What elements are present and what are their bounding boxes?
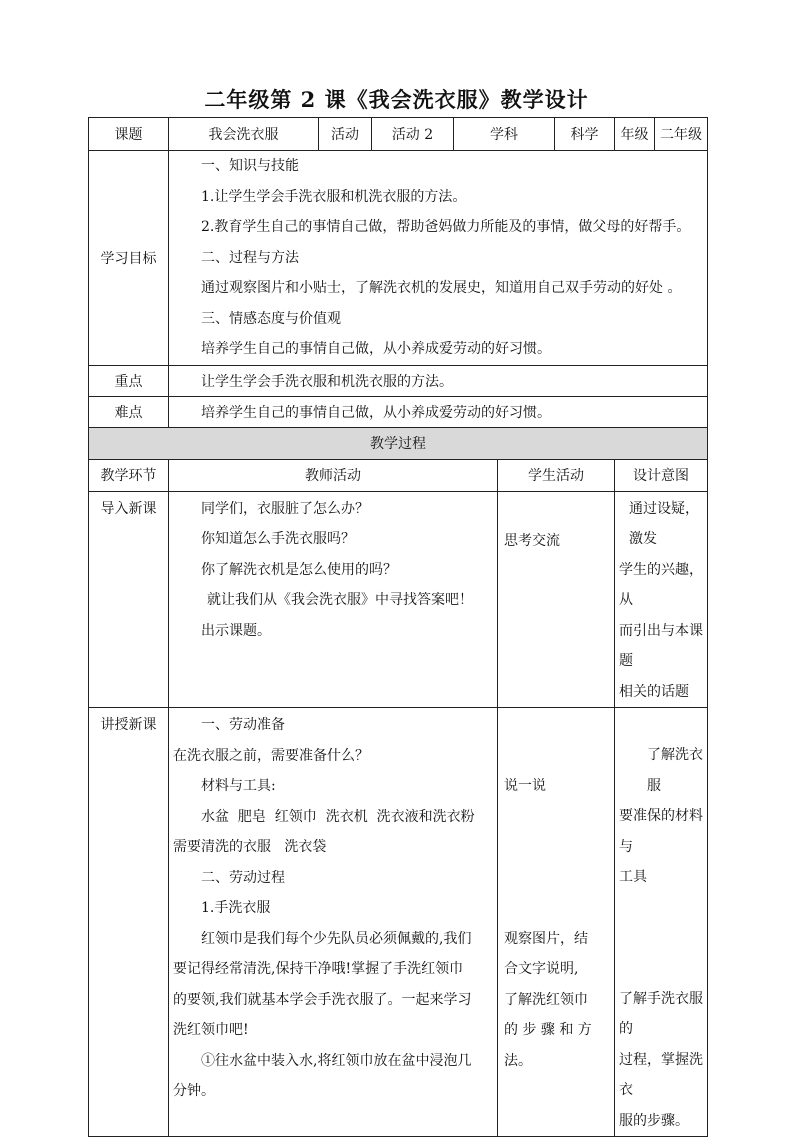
topic-value: 我会洗衣服 — [169, 118, 319, 151]
intro-teacher — [169, 491, 498, 708]
student-line: 观察图片，结 — [504, 930, 588, 947]
intro-stage: 导入新课 — [89, 491, 169, 708]
intro-student: 思考交流 — [498, 491, 615, 708]
process-header: 教学过程 — [89, 427, 708, 459]
lesson-stage: 讲授新课 — [89, 708, 169, 1137]
topic-label: 课题 — [89, 118, 169, 151]
objective-line: 培养学生自己的事情自己做，从小养成爱劳动的好习惯。 — [201, 341, 551, 357]
col-teacher: 教师活动 — [169, 459, 498, 491]
lesson-row — [89, 708, 708, 1137]
subject-label: 学科 — [454, 118, 555, 151]
teacher-line: 水盆 肥皂 红领巾 洗衣机 洗衣液和洗衣粉 — [201, 808, 475, 825]
student-line: 说一说 — [504, 778, 546, 794]
teacher-line: ①往水盆中装入水,将红领巾放在盆中浸泡几 — [201, 1052, 472, 1069]
objective-line: 一、知识与技能 — [201, 158, 299, 174]
intro-intent — [615, 491, 708, 708]
subject-value-cell — [555, 118, 615, 151]
teacher-line: 二、劳动过程 — [201, 869, 285, 886]
teacher-line: 分钟。 — [173, 1083, 215, 1099]
objective-line: 二、过程与方法 — [201, 249, 299, 266]
objective-line: 通过观察图片和小贴士，了解洗衣机的发展史，知道用自己双手劳动的好处 。 — [201, 280, 682, 296]
teacher-line: 洗红领巾吧! — [173, 1022, 249, 1038]
grade-cell — [615, 118, 708, 151]
lesson-teacher — [169, 708, 498, 1137]
difficulty-value: 培养学生自己的事情自己做，从小养成爱劳动的好习惯。 — [169, 396, 708, 427]
subject-value: 科学 — [570, 127, 599, 143]
objective-line: 三、情感态度与价值观 — [201, 310, 341, 327]
difficulty-row — [89, 396, 708, 427]
lesson-student — [498, 708, 615, 1137]
student-line: 法。 — [504, 1052, 532, 1069]
intent-line: 相关的话题 — [619, 683, 689, 700]
column-header-row — [89, 459, 708, 491]
teacher-line: 你了解洗衣机是怎么使用的吗？ — [201, 561, 397, 578]
intro-row — [89, 491, 708, 708]
teacher-line: 就让我们从《我会洗衣服》中寻找答案吧！ — [207, 592, 473, 608]
teacher-line: 的要领,我们就基本学会手洗衣服了。一起来学习 — [173, 991, 472, 1008]
key-point-label: 重点 — [89, 365, 169, 396]
col-intent: 设计意图 — [615, 459, 708, 491]
student-line: 了解洗红领巾 — [504, 991, 588, 1008]
intent-line: 通过设疑，激发 — [629, 500, 699, 547]
teacher-line: 你知道怎么手洗衣服吗？ — [201, 531, 355, 547]
grade-label: 年级 — [615, 118, 655, 150]
key-point-value: 让学生学会手洗衣服和机洗衣服的方法。 — [169, 365, 708, 396]
process-header-row — [89, 427, 708, 459]
intent-line: 过程，掌握洗衣 — [619, 1051, 703, 1098]
lesson-plan-table — [88, 117, 708, 1137]
lesson-intent — [615, 708, 708, 1137]
intent-line: 工具 — [619, 869, 647, 885]
teacher-line: 出示课题。 — [201, 622, 271, 639]
student-line: 合文字说明, — [504, 961, 579, 977]
teacher-line: 材料与工具: — [201, 778, 276, 794]
objectives-content — [169, 151, 708, 366]
intent-line: 要准保的材料与 — [619, 808, 703, 855]
teacher-line: 需要清洗的衣服 洗衣袋 — [173, 839, 327, 855]
intent-line: 而引出与本课题 — [619, 622, 703, 669]
col-stage: 教学环节 — [89, 459, 169, 491]
objectives-label: 学习目标 — [89, 151, 169, 366]
intent-line: 服的步骤。 — [619, 1112, 689, 1129]
objective-line: 2.教育学生自己的事情自己做，帮助爸妈做力所能及的事情，做父母的好帮手。 — [201, 219, 691, 235]
activity-value: 活动 2 — [372, 118, 454, 151]
key-point-row — [89, 365, 708, 396]
objectives-row — [89, 151, 708, 366]
teacher-line: 1.手洗衣服 — [201, 900, 271, 916]
teacher-line: 要记得经常清洗,保持干净哦!掌握了手洗红领巾 — [173, 961, 464, 977]
col-student: 学生活动 — [498, 459, 615, 491]
teacher-line: 红领巾是我们每个少先队员必须佩戴的,我们 — [201, 930, 472, 947]
teacher-line: 在洗衣服之前，需要准备什么？ — [173, 747, 369, 764]
student-line: 的 步 骤 和 方 — [504, 1022, 592, 1038]
intent-line: 学生的兴趣，从 — [619, 561, 703, 608]
objective-line: 1.让学生学会手洗衣服和机洗衣服的方法。 — [201, 188, 467, 205]
activity-label: 活动 — [319, 118, 372, 151]
difficulty-label: 难点 — [89, 396, 169, 427]
header-row — [89, 118, 708, 151]
page-title: 二年级第 2 课《我会洗衣服》教学设计 — [204, 87, 589, 112]
intent-line: 了解手洗衣服的 — [619, 990, 703, 1037]
intent-line: 了解洗衣服 — [647, 747, 703, 794]
teacher-line: 一、劳动准备 — [201, 717, 285, 733]
grade-value: 二年级 — [660, 127, 702, 143]
teacher-line: 同学们，衣服脏了怎么办？ — [201, 500, 369, 517]
